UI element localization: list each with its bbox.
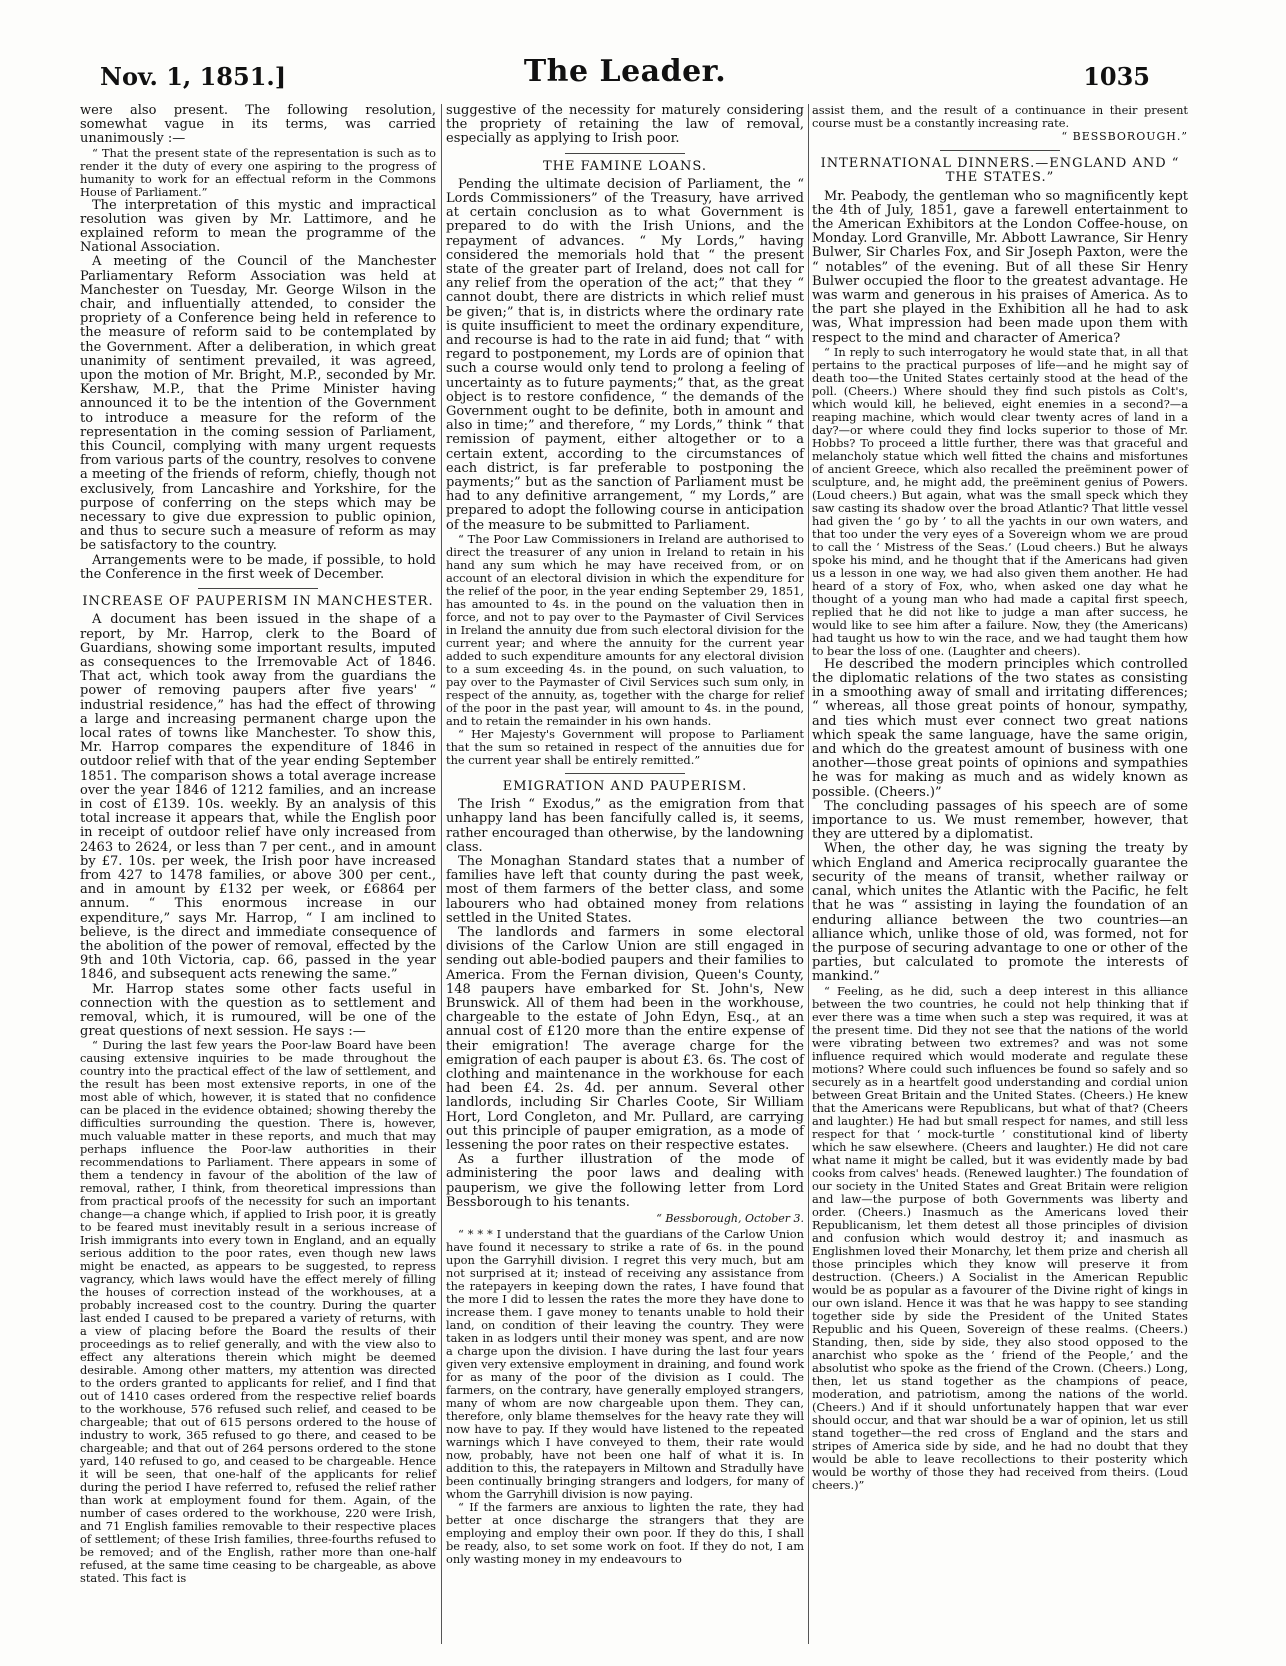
- column-divider: [808, 104, 809, 1644]
- letter-dateline: “ Bessborough, October 3.: [656, 1211, 804, 1225]
- section-heading: THE FAMINE LOANS.: [543, 158, 707, 174]
- issue-date: Nov. 1, 1851.]: [100, 62, 287, 91]
- paragraph: As a further illustration of the mode of administering the poor laws and dealing with pauperism, we give the following letter from Lord Bessborough to his tenants.: [446, 1152, 804, 1210]
- section-heading: INCREASE OF PAUPERISM IN MANCHESTER.: [82, 594, 434, 610]
- column-3: [812, 104, 1188, 1492]
- column-divider: [441, 104, 442, 1644]
- paragraph: The interpretation of this mystic and impractical resolution was given by Mr. Lattimore, and he explained reform to mean the programme of the National Association.: [80, 197, 436, 256]
- quoted-report: “ During the last few years the Poor-law Board have been causing extensive inquiries to be made throughout the country into the practical effect of the law of settlement, and the result has been most extensive reports, in one of the most able of which, however, it is stated that no confidence can be placed in the evidence obtained; showing thereby the difficulties surrounding the question. There is, however, much valuable matter in these reports, and much that may perhaps influence the Poor-law authorities in their recommendations to Parliament. There appears in some of them a tendency in favour of the abolition of the law of removal, rather, I think, from theoretical impressions than from practical proofs of the necessity for such an important change—a change which, if applied to Irish poor, it is greatly to be feared must inevitably result in a serious increase of Irish immigrants into every town in England, and an equally serious addition to the poor rates, even though new laws might be enacted, as appears to be suggested, to repress vagrancy, which laws would have the effect merely of filling the houses of correction instead of the workhouses, at a probably increased cost to the country. During the quarter last ended I caused to be prepared a variety of returns, with a view of placing before the Board the results of their proceedings as to relief generally, and with the view also to effect any alterations therein which might be deemed desirable. Among other matters, my attention was directed to the orders granted to applicants for relief, and I find that out of 1410 cases ordered from the respective relief boards to the workhouse, 576 refused such relief, and ceased to be chargeable; that out of 615 persons ordered to the house of industry to work, 365 refused to go there, and ceased to be chargeable; and that out of 264 persons ordered to the stone yard, 140 refused to go, and ceased to be chargeable. Hence it will be seen, that one-half of the applicants for relief during the period I have referred to, refused the relief rather than work at employment found for them. Again, of the number of cases ordered to the workhouse, 220 were Irish, and 71 English families removable to their respective places of settlement; of these Irish families, three-fourths refused to be removed; and of the English, rather more than one-half refused, at the same time ceasing to be chargeable, as above stated. This fact is: [80, 1038, 436, 1586]
- quoted-letter: “ If the farmers are anxious to lighten the rate, they had better at once discharge the strangers that they are employing and employ their own poor. If they do this, I shall be ready, also, to set some work on foot. If they do not, I am only wasting money in my endeavours to: [446, 1500, 804, 1567]
- paragraph: When, the other day, he was signing the treaty by which England and America reciprocally guarantee the security of the means of transit, whether railway or canal, which unites the Atlantic with the Pacific, he felt that he was “ assisting in laying the foundation of an enduring alliance between the two countries—an alliance which, unlike those of old, was formed, not for the purpose of securing advantage to one or other of the parties, but calculated to promote the interests of mankind.”: [812, 841, 1188, 985]
- quoted-letter: “ * * * I understand that the guardians of the Carlow Union have found it necessary to strike a rate of 6s. in the pound upon the Garryhill division. I regret this very much, but am not surprised at it; instead of receiving any assistance from the ratepayers in keeping down the rates, I have found that the more I did to lessen the rates the more they have done to increase them. I gave money to tenants unable to hold their land, on condition of their leaving the country. They were taken in as lodgers until their money was spent, and are now a charge upon the division. I have during the last four years given very extensive employment in draining, and found work for as many of the poor of the division as I could. The farmers, on the contrary, have generally employed strangers, many of whom are now chargeable upon them. They can, therefore, only blame themselves for the heavy rate they will now have to pay. If they would have listened to the repeated warnings which I have conveyed to them, their rate would now, probably, have not been one half of what it is. In addition to this, the ratepayers in Miltown and Stradully have been continually bringing strangers and lodgers, for many of whom the Garryhill division is now paying.: [446, 1227, 804, 1502]
- section-heading: EMIGRATION AND PAUPERISM.: [502, 778, 748, 794]
- column-1: [80, 104, 436, 1585]
- paragraph: Mr. Peabody, the gentleman who so magnificently kept the 4th of July, 1851, gave a farewell entertainment to the American Exhibitors at the London Coffee-house, on Monday. Lord Granville, Mr. Abbott Lawrance, Sir Henry Bulwer, Sir Charles Fox, and Sir Joseph Paxton, were the “ notables” of the evening. But of all these Sir Henry Bulwer occupied the floor to the greatest advantage. He was warm and generous in his praises of America. As to the part she played in the Exhibition all he had to ask was, What impression had been made upon them with respect to the mind and character of America?: [812, 188, 1188, 346]
- paragraph: were also present. The following resolution, somewhat vague in its terms, was carried unanimously :—: [80, 103, 436, 147]
- section-rule: [198, 588, 318, 589]
- section-rule: [565, 773, 685, 774]
- paragraph: suggestive of the necessity for maturely considering the propriety of retaining the law of removal, especially as applying to Irish poor.: [446, 103, 804, 147]
- section-rule: [940, 150, 1060, 151]
- paragraph: Arrangements were to be made, if possible, to hold the Conference in the first week of December.: [80, 552, 436, 582]
- paragraph: He described the modern principles which controlled the diplomatic relations of the two states as consisting in a smoothing away of small and irritating differences; “ whereas, all those great points of honour, sympathy, and ties which must ever connect two great nations which speak the same language, have the same origin, and which do the greatest amount of business with one another—those great points of opinions and sympathies he was for making as much and as widely known as possible. (Cheers.)”: [812, 656, 1188, 800]
- letter-signature: “ BESSBOROUGH.”: [1061, 130, 1188, 143]
- newspaper-title: The Leader.: [523, 54, 727, 89]
- page-number: 1035: [1083, 62, 1150, 91]
- masthead: [100, 48, 1150, 108]
- quoted-minute: “ The Poor Law Commissioners in Ireland are authorised to direct the treasurer of any union in Ireland to retain in his hand any sum which he may have received from, or on account of an electoral division in which the expenditure for the relief of the poor, in the year ending September 29, 1851, has amounted to 4s. in the pound on the valuation then in force, and not to pay over to the Paymaster of Civil Services in Ireland the annuity due from such electoral division for the current year; and where the annuity for the current year added to such expenditure amounts for any electoral division to a sum exceeding 4s. in the pound, on such valuation, to pay over to the Paymaster of Civil Services such sum only, in respect of the annuity, as, together with the charge for relief of the poor in the past year, will amount to 4s. in the pound, and to retain the remainder in his own hands.: [446, 531, 804, 728]
- paragraph: Mr. Harrop states some other facts useful in connection with the question as to settlement and removal, which, it is rumoured, will be one of the great questions of next session. He says :—: [80, 981, 436, 1040]
- quoted-minute: “ Her Majesty's Government will propose to Parliament that the sum so retained in respect of the annuities due for the current year shall be entirely remitted.”: [446, 726, 804, 767]
- paragraph: The Irish “ Exodus,” as the emigration from that unhappy land has been fancifully called is, it seems, rather encouraged than otherwise, by the landowning class.: [446, 797, 804, 855]
- quoted-resolution: “ That the present state of the representation is such as to render it the duty of every one aspiring to the progress of humanity to work for an effectual reform in the Commons House of Parliament.”: [80, 145, 436, 199]
- paragraph: A document has been issued in the shape of a report, by Mr. Harrop, clerk to the Board of Guardians, showing some important results, imputed as consequences to the Irremovable Act of 1846. That act, which took away from the guardians the power of removing paupers after five years' “ industrial residence,” has had the effect of throwing a large and increasing permanent charge upon the local rates of towns like Manchester. To show this, Mr. Harrop compares the expenditure of 1846 in outdoor relief with that of the year ending September 1851. The comparison shows a total average increase over the year 1846 of 1212 families, and an increase in cost of £139. 10s. weekly. By an analysis of this total increase it appears that, while the English poor in receipt of outdoor relief have only increased from 2463 to 2624, or less than 7 per cent., and in amount by £7. 10s. per week, the Irish poor have increased from 427 to 1478 families, or above 300 per cent., and in amount by £132 per week, or £6864 per annum. “ This enormous increase in our expenditure,” says Mr. Harrop, “ I am inclined to believe, is the direct and immediate consequence of the abolition of the power of removal, effected by the 9th and 10th Victoria, cap. 66, passed in the year 1846, and subsequent acts renewing the same.”: [80, 612, 436, 983]
- paragraph: A meeting of the Council of the Manchester Parliamentary Reform Association was held at Manchester on Tuesday, Mr. George Wilson in the chair, and influentially attended, to consider the propriety of a Conference being held in reference to the measure of reform said to be contemplated by the Government. After a deliberation, in which great unanimity of sentiment prevailed, it was agreed, upon the motion of Mr. Bright, M.P., seconded by Mr. Kershaw, M.P., that the Prime Minister having announced it to be the intention of the Government to introduce a measure for the reform of the representation in the coming session of Parliament, this Council, complying with many urgent requests from various parts of the country, resolves to convene a meeting of the friends of reform, chiefly, though not exclusively, from Lancashire and Yorkshire, for the purpose of conferring on the steps which may be necessary to give due expression to public opinion, and thus to secure such a measure of reform as may be satisfactory to the country.: [80, 254, 436, 554]
- paragraph: Pending the ultimate decision of Parliament, the “ Lords Commissioners” of the Treasury, have arrived at certain conclusion as to what Government is prepared to do with the Irish Unions, and the repayment of advances. “ My Lords,” having considered the memorials hold that “ the present state of the greater part of Ireland, does not call for any relief from the operation of the act;” that they “ cannot doubt, there are districts in which relief must be given;” that is, in districts where the ordinary rate is quite insufficient to meet the ordinary expenditure, and recourse is had to the rate in aid fund; that “ with regard to postponement, my Lords are of opinion that such a course would only tend to prolong a feeling of uncertainty as to future payments;” that, as the great object is to restore confidence, “ the demands of the Government ought to be definite, both in amount and also in time;” and therefore, “ my Lords,” think “ that remission of payment, either altogether or to a certain extent, according to the circumstances of each district, is far preferable to postponing the payments;” but as the sanction of Parliament must be had to any definitive arrangement, “ my Lords,” are prepared to adopt the following course in anticipation of the measure to be submitted to Parliament.: [446, 176, 804, 533]
- section-rule: [565, 153, 685, 154]
- quoted-speech: “ Feeling, as he did, such a deep interest in this alliance between the two countries, he could not help thinking that if ever there was a time when such a step was required, it was at the present time. Did they not see that the nations of the world were vibrating between two extremes? and was not some influence required which would moderate and regulate these motions? Where could such influences be found so safely and so securely as in a heartfelt good understanding and cordial union between Great Britain and the United States. (Cheers.) He knew that the Americans were Republicans, but what of that? (Cheers and laughter.) He had but small respect for names, and still less respect for that ‘ mock-turtle ’ constitutional kind of liberty which he saw elsewhere. (Cheers and laughter.) He did not care what name it might be called, but it was evidently made by bad cooks from calves' heads. (Renewed laughter.) The foundation of our society in the United States and Great Britain were religion and law—the purpose of both Governments was liberty and order. (Cheers.) Inasmuch as the Americans loved their Republicanism, let them detest all those principles of division and confusion which would destroy it; and inasmuch as Englishmen loved their Monarchy, let them prize and cherish all those principles which they know will preserve it from destruction. (Cheers.) A Socialist in the American Republic would be as popular as a favourer of the Divine right of kings in our own island. Hence it was that he was happy to see standing together side by side the President of the United States Republic and his Queen, Sovereign of these realms. (Cheers.) Standing, then, side by side, they also stood opposed to the anarchist who spoke as the ‘ friend of the People,’ and the absolutist who spoke as the friend of the Crown. (Cheers.) Long, then, let us stand together as the champions of peace, moderation, and patriotism, among the nations of the world. (Cheers.) And if it should unfortunately happen that war ever should occur, and that war should be a war of opinion, let us still stand together—the red cross of England and the stars and stripes of America side by side, and he had no doubt that they would be able to leave recollections to their posterity which would be worthy of those they had received from theirs. (Loud cheers.)”: [812, 983, 1188, 1492]
- paragraph: The concluding passages of his speech are of some importance to us. We must remember, however, that they are uttered by a diplomatist.: [812, 798, 1188, 843]
- paragraph: The landlords and farmers in some electoral divisions of the Carlow Union are still engaged in sending out able-bodied paupers and their families to America. From the Fernan division, Queen's County, 148 paupers have embarked for St. John's, New Brunswick. All of them had been in the workhouse, chargeable to the estate of John Edyn, Esq., at an annual cost of £120 more than the entire expense of their emigration! The average charge for the emigration of each pauper is about £3. 6s. The cost of clothing and maintenance in the workhouse for each had been £4. 2s. 4d. per annum. Several other landlords, including Sir Charles Coote, Sir William Hort, Lord Congleton, and Mr. Pullard, are carrying out this principle of pauper emigration, as a mode of lessening the poor rates on their respective estates.: [446, 924, 804, 1153]
- column-2: [446, 104, 804, 1566]
- quoted-letter: assist them, and the result of a continuance in their present course must be a constantly increasing rate.: [812, 103, 1188, 130]
- paragraph: The Monaghan Standard states that a number of families have left that county during the past week, most of them farmers of the better class, and some labourers who had obtained money from relations settled in the United States.: [446, 853, 804, 926]
- section-heading: INTERNATIONAL DINNERS.—ENGLAND AND “ THE STATES.”: [820, 156, 1180, 186]
- quoted-speech: “ In reply to such interrogatory he would state that, in all that pertains to the practical purposes of life—and he might say of death too—the United States certainly stood at the head of the poll. (Cheers.) Where should they find such pistols as Colt's, which would kill, he believed, eight enemies in a second?—a reaping machine, which would clear twenty acres of land in a day?—or where could they find locks superior to those of Mr. Hobbs? To proceed a little further, there was that graceful and melancholy statue which well fitted the chains and misfortunes of ancient Greece, which also recalled the preëminent power of sculpture, and, he might add, the preëminent genius of Powers. (Loud cheers.) But again, what was the small speck which they saw casting its shadow over the broad Atlantic? That little vessel had given the ‘ go by ’ to all the yachts in our own waters, and that too under the very eyes of a Sovereign whom we are proud to call the ‘ Mistress of the Seas.’ (Loud cheers.) But he always spoke his mind, and he thought that if the Americans had given us a lesson in one way, we had also given them another. He had heard of a story of Fox, who, when asked one day what he thought of a young man who had made a capital first speech, replied that he did not like to judge a man after success, he would like to see him after a failure. Now, they (the Americans) had taught us how to win the race, and we had taught them how to bear the loss of one. (Laughter and cheers).: [812, 344, 1188, 658]
